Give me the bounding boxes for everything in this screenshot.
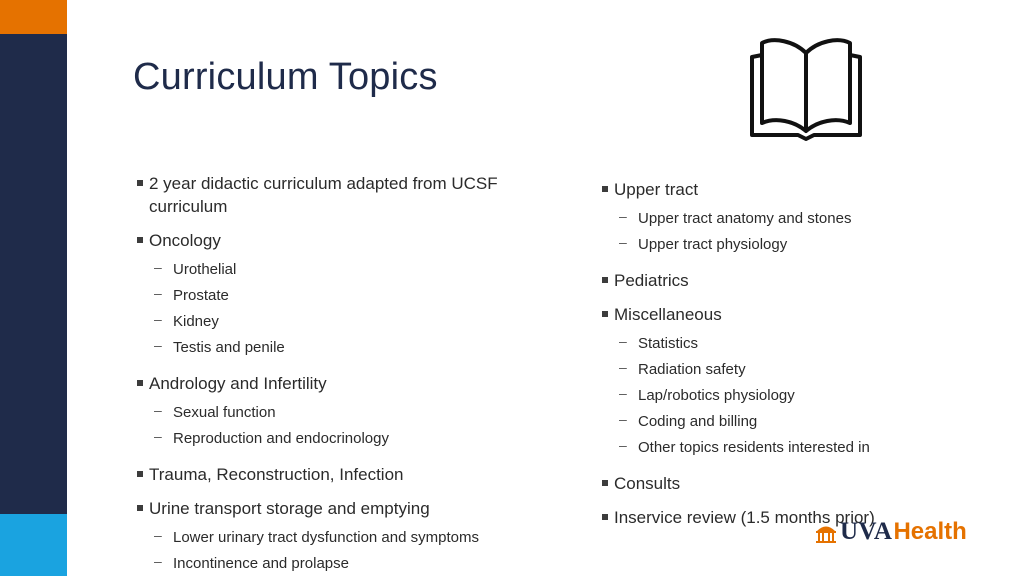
- topic-item: Andrology and Infertility: [137, 372, 557, 395]
- topic-item: Oncology: [137, 229, 557, 252]
- logo-health-text: Health: [893, 518, 967, 545]
- subtopic-item: – Lap/robotics physiology: [602, 383, 972, 409]
- topic-item: Consults: [602, 472, 972, 495]
- logo-uva-text: UVA: [840, 518, 893, 545]
- subtopic-list: [602, 331, 972, 461]
- subtopic-item: – Prostate: [137, 283, 557, 309]
- subtopic-item: – Coding and billing: [602, 409, 972, 435]
- subtopic-item: – Urothelial: [137, 257, 557, 283]
- topic-item: Inservice review (1.5 months prior): [602, 506, 972, 529]
- subtopic-item: – Upper tract physiology: [602, 232, 972, 258]
- uva-health-logo: [815, 519, 967, 545]
- topic-item: Pediatrics: [602, 269, 972, 292]
- slide-title: Curriculum Topics: [133, 56, 438, 98]
- subtopic-item: – Sexual function: [137, 400, 557, 426]
- subtopic-list: [602, 206, 972, 258]
- subtopic-item: – Upper tract anatomy and stones: [602, 206, 972, 232]
- open-book-icon: [748, 35, 864, 141]
- subtopic-list: [137, 257, 557, 361]
- subtopic-item: – Testis and penile: [137, 335, 557, 361]
- sidebar-blue-block: [0, 514, 67, 576]
- subtopic-item: – Reproduction and endocrinology: [137, 426, 557, 452]
- subtopic-item: – Statistics: [602, 331, 972, 357]
- subtopic-item: – Other topics residents interested in: [602, 435, 972, 461]
- left-topic-column: [137, 172, 557, 577]
- right-topic-column: [602, 178, 972, 529]
- subtopic-item: – Lower urinary tract dysfunction and symptoms: [137, 525, 557, 551]
- left-sidebar-band: [0, 0, 67, 576]
- topic-item: Upper tract: [602, 178, 972, 201]
- subtopic-item: – Radiation safety: [602, 357, 972, 383]
- topic-item: 2 year didactic curriculum adapted from UCSF curriculum: [137, 172, 557, 218]
- topic-item: Urine transport storage and emptying: [137, 497, 557, 520]
- topic-item: Trauma, Reconstruction, Infection: [137, 463, 557, 486]
- subtopic-list: [137, 525, 557, 577]
- sidebar-orange-block: [0, 0, 67, 34]
- subtopic-item: – Kidney: [137, 309, 557, 335]
- rotunda-icon: [815, 521, 837, 543]
- subtopic-list: [137, 400, 557, 452]
- topic-item: Miscellaneous: [602, 303, 972, 326]
- subtopic-item: – Incontinence and prolapse: [137, 551, 557, 577]
